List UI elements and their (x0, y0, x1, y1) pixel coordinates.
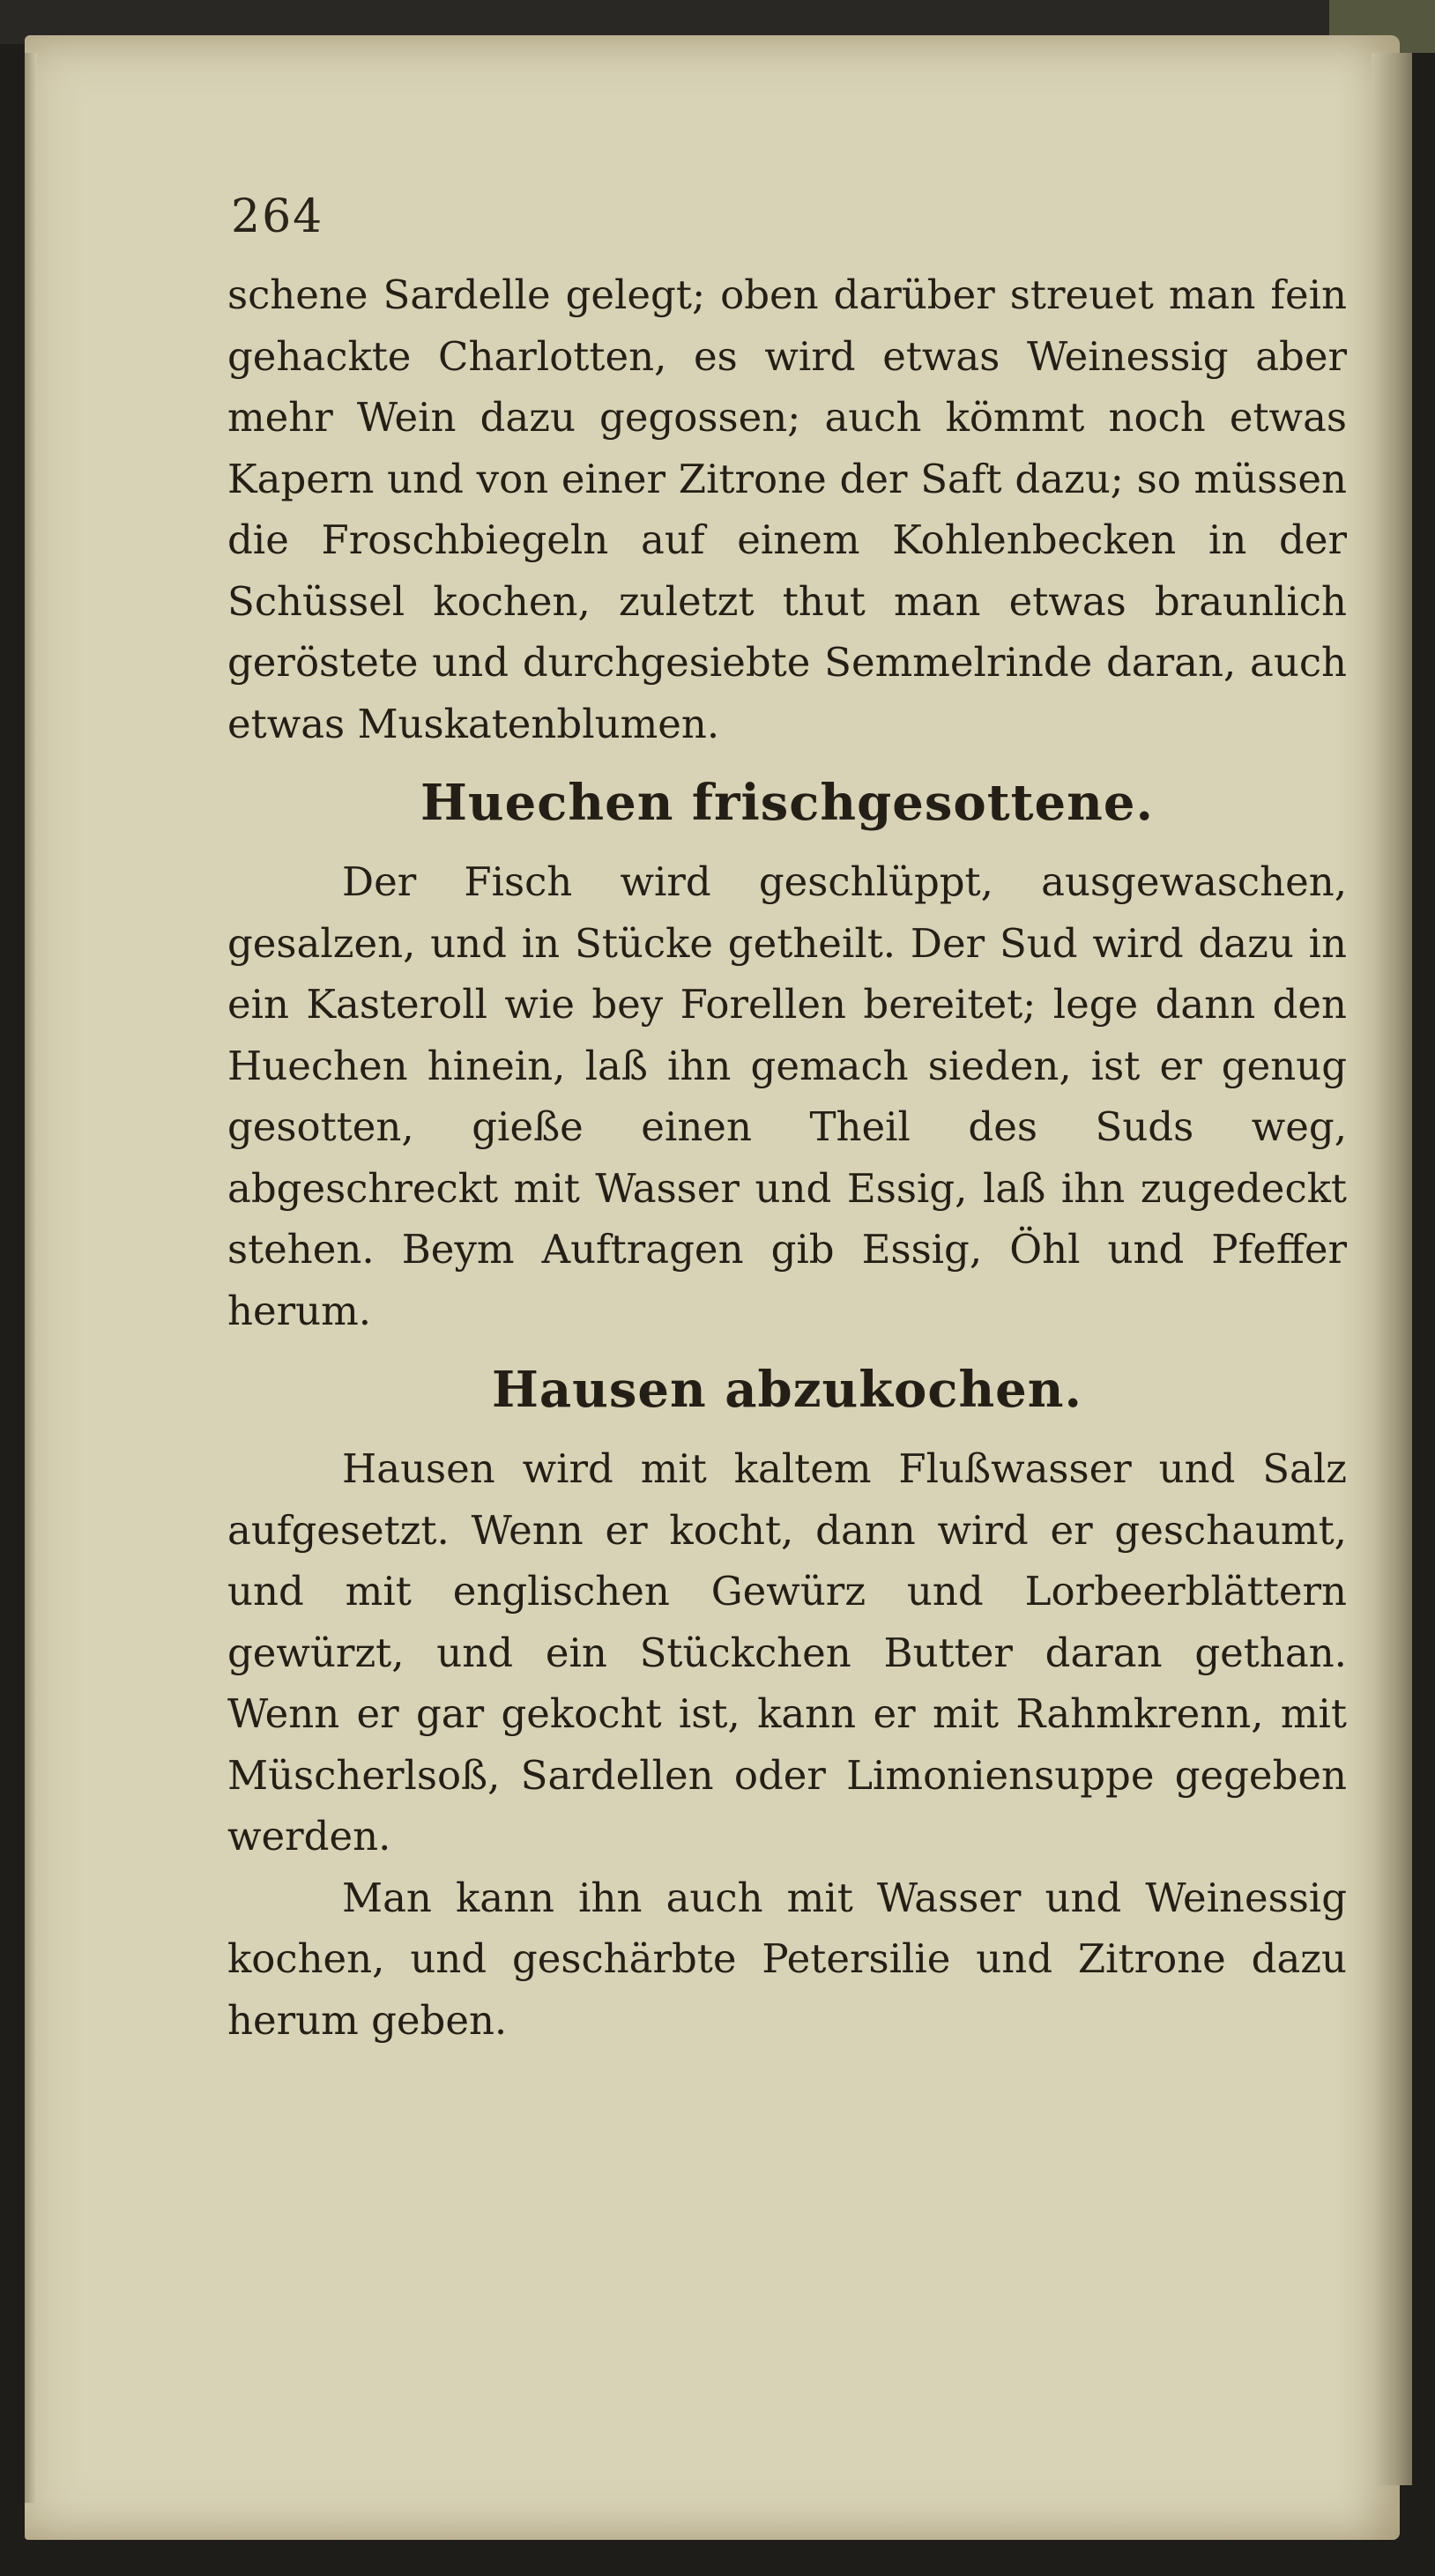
paragraph-hausen: Hausen wird mit kaltem Flußwasser und Salz aufgesetzt. Wenn er kocht, dann wird er geschaumt, und mit englischen Gewürz und Lorbeerblättern gewürzt, und ein Stückchen Butter daran gethan. Wenn er gar gekocht ist, kann er mit Rahmkrenn, mit Müscherlsoß, Sardellen oder Limoniensuppe gegeben werden. (227, 1445, 1347, 1860)
recipe-heading-huechen: Huechen frischgesottene. (420, 774, 1154, 832)
page-text (227, 264, 1347, 2051)
page-binding-edge (25, 53, 37, 2503)
recipe-heading-hausen: Hausen abzukochen. (491, 1361, 1083, 1419)
page-number: 264 (231, 190, 324, 243)
paragraph-huechen: Der Fisch wird geschlüppt, ausgewaschen, gesalzen, und in Stücke getheilt. Der Sud wird dazu in ein Kasteroll wie bey Forellen bereitet; lege dann den Huechen hinein, laß ihn gemach sieden, ist er genug gesotten, gieße einen Theil des Suds weg, abgeschreckt mit Wasser und Essig, laß ihn zugedeckt stehen. Beym Auftragen gib Essig, Öhl und Pfeffer herum. (227, 858, 1347, 1334)
paragraph-hausen-variant: Man kann ihn auch mit Wasser und Weinessig kochen, und geschärbte Petersilie und Zitrone dazu herum geben. (227, 1874, 1347, 2044)
page-fore-edge (1372, 53, 1412, 2485)
paragraph-continued: schene Sardelle gelegt; oben darüber streuet man fein gehackte Charlotten, es wird etwas Weinessig aber mehr Wein dazu gegossen; auch kömmt noch etwas Kapern und von einer Zitrone der Saft dazu; so müssen die Froschbiegeln auf einem Kohlenbecken in der Schüssel kochen, zuletzt thut man etwas braunlich geröstete und durchgesiebte Semmelrinde daran, auch etwas Muskatenblumen. (227, 271, 1347, 747)
